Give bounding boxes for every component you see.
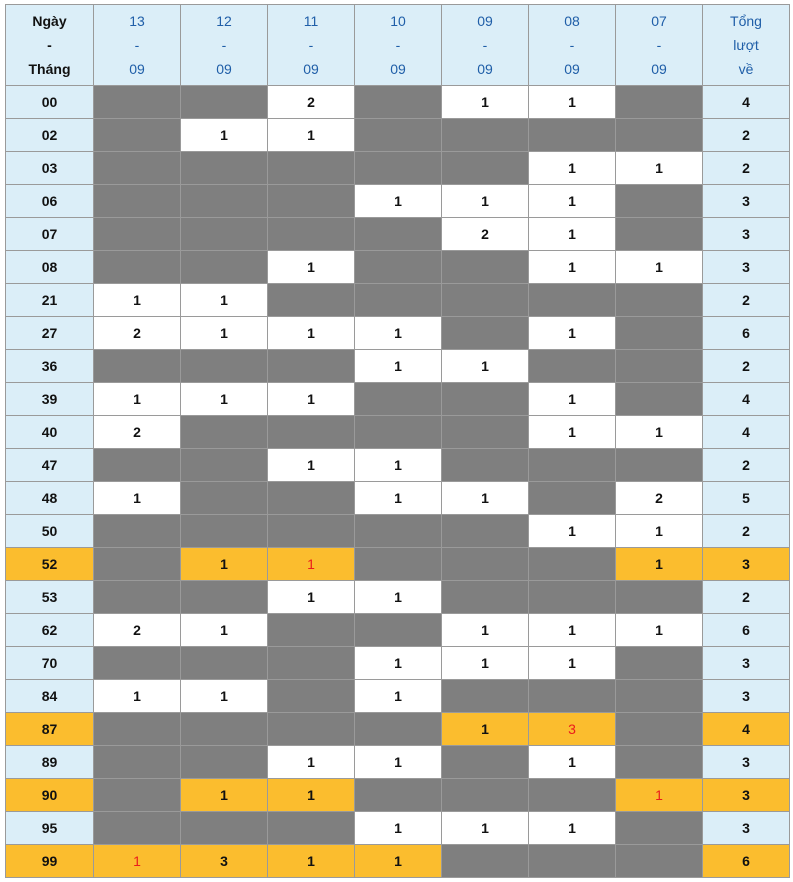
table-row-48 xyxy=(6,482,790,515)
empty-cell xyxy=(268,515,355,548)
header-date-month: 09 xyxy=(477,61,493,77)
count-cell: 1 xyxy=(616,614,703,647)
header-date-month: 09 xyxy=(129,61,145,77)
empty-cell xyxy=(181,416,268,449)
header-date-day: 11 xyxy=(303,13,319,29)
table-row-84 xyxy=(6,680,790,713)
count-cell: 2 xyxy=(268,86,355,119)
row-number: 70 xyxy=(6,647,94,680)
empty-cell xyxy=(442,449,529,482)
count-cell: 1 xyxy=(529,647,616,680)
table-row-02 xyxy=(6,119,790,152)
count-cell: 2 xyxy=(442,218,529,251)
count-cell: 1 xyxy=(94,284,181,317)
empty-cell xyxy=(94,251,181,284)
empty-cell xyxy=(442,284,529,317)
table-row-06 xyxy=(6,185,790,218)
count-cell: 1 xyxy=(268,383,355,416)
row-number: 99 xyxy=(6,845,94,878)
row-number: 08 xyxy=(6,251,94,284)
empty-cell xyxy=(442,581,529,614)
count-cell: 1 xyxy=(616,251,703,284)
count-cell: 1 xyxy=(268,746,355,779)
count-cell: 1 xyxy=(529,416,616,449)
empty-cell xyxy=(94,581,181,614)
count-cell: 2 xyxy=(94,317,181,350)
count-cell: 3 xyxy=(529,713,616,746)
row-number: 00 xyxy=(6,86,94,119)
empty-cell xyxy=(529,680,616,713)
row-total: 4 xyxy=(703,713,790,746)
header-date-12-09 xyxy=(181,5,268,86)
table-body xyxy=(6,86,790,878)
empty-cell xyxy=(616,86,703,119)
header-total-line: lượt xyxy=(733,37,759,53)
empty-cell xyxy=(442,251,529,284)
count-cell: 1 xyxy=(181,383,268,416)
count-cell: 1 xyxy=(529,614,616,647)
empty-cell xyxy=(529,449,616,482)
table-row-00 xyxy=(6,86,790,119)
count-cell: 1 xyxy=(616,152,703,185)
table-row-39 xyxy=(6,383,790,416)
count-cell: 2 xyxy=(94,614,181,647)
count-cell: 1 xyxy=(442,812,529,845)
row-number: 48 xyxy=(6,482,94,515)
count-cell: 1 xyxy=(94,383,181,416)
empty-cell xyxy=(268,185,355,218)
header-date-month: 09 xyxy=(303,61,319,77)
count-cell: 1 xyxy=(94,845,181,878)
header-date-day: 07 xyxy=(651,13,667,29)
empty-cell xyxy=(616,185,703,218)
empty-cell xyxy=(529,284,616,317)
count-cell: 1 xyxy=(529,383,616,416)
empty-cell xyxy=(181,581,268,614)
empty-cell xyxy=(355,515,442,548)
count-cell: 2 xyxy=(94,416,181,449)
empty-cell xyxy=(268,284,355,317)
empty-cell xyxy=(94,515,181,548)
count-cell: 1 xyxy=(94,680,181,713)
empty-cell xyxy=(355,779,442,812)
empty-cell xyxy=(616,383,703,416)
table-row-47 xyxy=(6,449,790,482)
empty-cell xyxy=(181,482,268,515)
table-row-89 xyxy=(6,746,790,779)
header-date-day: 10 xyxy=(390,13,406,29)
table-row-36 xyxy=(6,350,790,383)
count-cell: 1 xyxy=(442,614,529,647)
table-row-52 xyxy=(6,548,790,581)
row-total: 3 xyxy=(703,647,790,680)
count-cell: 1 xyxy=(268,251,355,284)
empty-cell xyxy=(181,713,268,746)
empty-cell xyxy=(94,185,181,218)
table-row-99 xyxy=(6,845,790,878)
count-cell: 1 xyxy=(442,482,529,515)
count-cell: 1 xyxy=(355,680,442,713)
empty-cell xyxy=(616,581,703,614)
empty-cell xyxy=(94,812,181,845)
empty-cell xyxy=(529,482,616,515)
row-total: 4 xyxy=(703,383,790,416)
empty-cell xyxy=(616,812,703,845)
header-date-sep: - xyxy=(482,37,488,53)
empty-cell xyxy=(616,746,703,779)
row-total: 3 xyxy=(703,218,790,251)
empty-cell xyxy=(181,812,268,845)
empty-cell xyxy=(616,647,703,680)
row-total: 6 xyxy=(703,317,790,350)
row-total: 6 xyxy=(703,845,790,878)
header-date-month: 09 xyxy=(651,61,667,77)
row-total: 2 xyxy=(703,449,790,482)
empty-cell xyxy=(268,482,355,515)
table-row-62 xyxy=(6,614,790,647)
empty-cell xyxy=(355,284,442,317)
row-number: 84 xyxy=(6,680,94,713)
header-date-07-09 xyxy=(616,5,703,86)
empty-cell xyxy=(355,713,442,746)
count-cell: 1 xyxy=(442,185,529,218)
count-cell: 1 xyxy=(355,812,442,845)
count-cell: 1 xyxy=(355,185,442,218)
header-date-11-09 xyxy=(268,5,355,86)
empty-cell xyxy=(442,515,529,548)
empty-cell xyxy=(181,449,268,482)
count-cell: 2 xyxy=(616,482,703,515)
empty-cell xyxy=(181,152,268,185)
empty-cell xyxy=(442,416,529,449)
table-row-53 xyxy=(6,581,790,614)
empty-cell xyxy=(616,218,703,251)
count-cell: 1 xyxy=(268,845,355,878)
count-cell: 1 xyxy=(529,317,616,350)
header-total-label xyxy=(703,5,790,86)
table-header xyxy=(6,5,790,86)
empty-cell xyxy=(442,548,529,581)
empty-cell xyxy=(616,845,703,878)
row-number: 95 xyxy=(6,812,94,845)
row-number: 53 xyxy=(6,581,94,614)
row-number: 03 xyxy=(6,152,94,185)
count-cell: 1 xyxy=(268,119,355,152)
empty-cell xyxy=(268,218,355,251)
header-date-10-09 xyxy=(355,5,442,86)
count-cell: 1 xyxy=(94,482,181,515)
count-cell: 1 xyxy=(529,152,616,185)
empty-cell xyxy=(616,350,703,383)
empty-cell xyxy=(529,119,616,152)
count-cell: 1 xyxy=(529,746,616,779)
empty-cell xyxy=(268,647,355,680)
header-date-day: 09 xyxy=(477,13,493,29)
row-total: 3 xyxy=(703,779,790,812)
empty-cell xyxy=(442,383,529,416)
header-date-month: 09 xyxy=(390,61,406,77)
count-cell: 1 xyxy=(529,185,616,218)
count-cell: 1 xyxy=(181,317,268,350)
header-date-09-09 xyxy=(442,5,529,86)
empty-cell xyxy=(268,416,355,449)
row-total: 3 xyxy=(703,185,790,218)
empty-cell xyxy=(355,86,442,119)
header-label-line: - xyxy=(47,37,52,53)
header-date-day: 08 xyxy=(564,13,580,29)
count-cell: 1 xyxy=(268,581,355,614)
empty-cell xyxy=(94,218,181,251)
count-cell: 1 xyxy=(616,515,703,548)
header-date-sep: - xyxy=(656,37,662,53)
row-number: 87 xyxy=(6,713,94,746)
table-row-07 xyxy=(6,218,790,251)
empty-cell xyxy=(616,449,703,482)
count-cell: 1 xyxy=(616,416,703,449)
table-row-87 xyxy=(6,713,790,746)
row-total: 2 xyxy=(703,515,790,548)
empty-cell xyxy=(94,548,181,581)
empty-cell xyxy=(94,746,181,779)
table-row-27 xyxy=(6,317,790,350)
empty-cell xyxy=(442,119,529,152)
row-total: 6 xyxy=(703,614,790,647)
row-total: 3 xyxy=(703,680,790,713)
empty-cell xyxy=(94,350,181,383)
table-row-90 xyxy=(6,779,790,812)
table-row-03 xyxy=(6,152,790,185)
count-cell: 1 xyxy=(355,845,442,878)
count-cell: 1 xyxy=(268,317,355,350)
count-cell: 1 xyxy=(355,449,442,482)
row-total: 3 xyxy=(703,548,790,581)
count-cell: 1 xyxy=(181,284,268,317)
empty-cell xyxy=(616,119,703,152)
row-total: 4 xyxy=(703,416,790,449)
count-cell: 1 xyxy=(268,449,355,482)
row-number: 07 xyxy=(6,218,94,251)
row-number: 02 xyxy=(6,119,94,152)
empty-cell xyxy=(181,647,268,680)
count-cell: 1 xyxy=(181,779,268,812)
count-cell: 1 xyxy=(355,317,442,350)
header-date-day: 13 xyxy=(129,13,145,29)
row-total: 2 xyxy=(703,284,790,317)
row-number: 27 xyxy=(6,317,94,350)
count-cell: 1 xyxy=(181,548,268,581)
empty-cell xyxy=(442,317,529,350)
row-number: 39 xyxy=(6,383,94,416)
empty-cell xyxy=(181,218,268,251)
count-cell: 1 xyxy=(442,647,529,680)
count-cell: 1 xyxy=(355,581,442,614)
empty-cell xyxy=(355,614,442,647)
row-number: 06 xyxy=(6,185,94,218)
count-cell: 1 xyxy=(355,746,442,779)
empty-cell xyxy=(529,779,616,812)
header-label-line: Ngày xyxy=(32,13,67,29)
header-date-08-09 xyxy=(529,5,616,86)
header-date-month: 09 xyxy=(564,61,580,77)
empty-cell xyxy=(529,581,616,614)
row-total: 2 xyxy=(703,119,790,152)
empty-cell xyxy=(268,152,355,185)
count-cell: 1 xyxy=(355,647,442,680)
header-label-line: Tháng xyxy=(28,61,71,77)
count-cell: 1 xyxy=(529,515,616,548)
count-cell: 1 xyxy=(268,548,355,581)
empty-cell xyxy=(181,515,268,548)
row-number: 47 xyxy=(6,449,94,482)
empty-cell xyxy=(442,779,529,812)
header-date-day: 12 xyxy=(216,13,232,29)
empty-cell xyxy=(94,647,181,680)
row-total: 5 xyxy=(703,482,790,515)
empty-cell xyxy=(616,317,703,350)
table-row-21 xyxy=(6,284,790,317)
row-number: 36 xyxy=(6,350,94,383)
empty-cell xyxy=(94,713,181,746)
empty-cell xyxy=(442,680,529,713)
count-cell: 1 xyxy=(442,86,529,119)
table-row-50 xyxy=(6,515,790,548)
empty-cell xyxy=(268,680,355,713)
empty-cell xyxy=(355,251,442,284)
header-date-sep: - xyxy=(569,37,575,53)
row-total: 3 xyxy=(703,746,790,779)
header-date-month: 09 xyxy=(216,61,232,77)
row-total: 2 xyxy=(703,350,790,383)
empty-cell xyxy=(181,185,268,218)
count-cell: 1 xyxy=(181,614,268,647)
row-number: 90 xyxy=(6,779,94,812)
header-date-13-09 xyxy=(94,5,181,86)
empty-cell xyxy=(268,614,355,647)
row-number: 62 xyxy=(6,614,94,647)
count-cell: 3 xyxy=(181,845,268,878)
empty-cell xyxy=(94,86,181,119)
header-total-line: Tổng xyxy=(730,13,762,29)
empty-cell xyxy=(529,350,616,383)
empty-cell xyxy=(355,218,442,251)
empty-cell xyxy=(94,779,181,812)
row-number: 52 xyxy=(6,548,94,581)
count-cell: 1 xyxy=(181,119,268,152)
empty-cell xyxy=(94,152,181,185)
header-date-sep: - xyxy=(221,37,227,53)
count-cell: 1 xyxy=(529,251,616,284)
count-cell: 1 xyxy=(616,548,703,581)
empty-cell xyxy=(616,680,703,713)
empty-cell xyxy=(529,548,616,581)
empty-cell xyxy=(268,713,355,746)
empty-cell xyxy=(355,383,442,416)
count-cell: 1 xyxy=(529,86,616,119)
table-row-40 xyxy=(6,416,790,449)
empty-cell xyxy=(94,119,181,152)
count-cell: 1 xyxy=(442,713,529,746)
header-total-line: về xyxy=(738,61,754,77)
row-number: 50 xyxy=(6,515,94,548)
empty-cell xyxy=(355,416,442,449)
empty-cell xyxy=(616,713,703,746)
count-cell: 1 xyxy=(181,680,268,713)
empty-cell xyxy=(181,746,268,779)
empty-cell xyxy=(442,845,529,878)
row-number: 21 xyxy=(6,284,94,317)
empty-cell xyxy=(355,152,442,185)
empty-cell xyxy=(529,845,616,878)
empty-cell xyxy=(355,119,442,152)
header-date-sep: - xyxy=(134,37,140,53)
empty-cell xyxy=(268,350,355,383)
header-date-label xyxy=(6,5,94,86)
header-row xyxy=(6,5,790,86)
empty-cell xyxy=(616,284,703,317)
table-row-95 xyxy=(6,812,790,845)
row-total: 3 xyxy=(703,812,790,845)
count-cell: 1 xyxy=(355,350,442,383)
row-number: 40 xyxy=(6,416,94,449)
empty-cell xyxy=(268,812,355,845)
empty-cell xyxy=(181,86,268,119)
row-number: 89 xyxy=(6,746,94,779)
empty-cell xyxy=(442,746,529,779)
empty-cell xyxy=(442,152,529,185)
empty-cell xyxy=(355,548,442,581)
header-date-sep: - xyxy=(308,37,314,53)
table-row-08 xyxy=(6,251,790,284)
frequency-table xyxy=(5,4,790,878)
count-cell: 1 xyxy=(442,350,529,383)
row-total: 2 xyxy=(703,152,790,185)
count-cell: 1 xyxy=(268,779,355,812)
count-cell: 1 xyxy=(529,218,616,251)
row-total: 2 xyxy=(703,581,790,614)
row-total: 4 xyxy=(703,86,790,119)
table-row-70 xyxy=(6,647,790,680)
empty-cell xyxy=(94,449,181,482)
header-date-sep: - xyxy=(395,37,401,53)
row-total: 3 xyxy=(703,251,790,284)
count-cell: 1 xyxy=(529,812,616,845)
empty-cell xyxy=(181,251,268,284)
count-cell: 1 xyxy=(616,779,703,812)
count-cell: 1 xyxy=(355,482,442,515)
empty-cell xyxy=(181,350,268,383)
